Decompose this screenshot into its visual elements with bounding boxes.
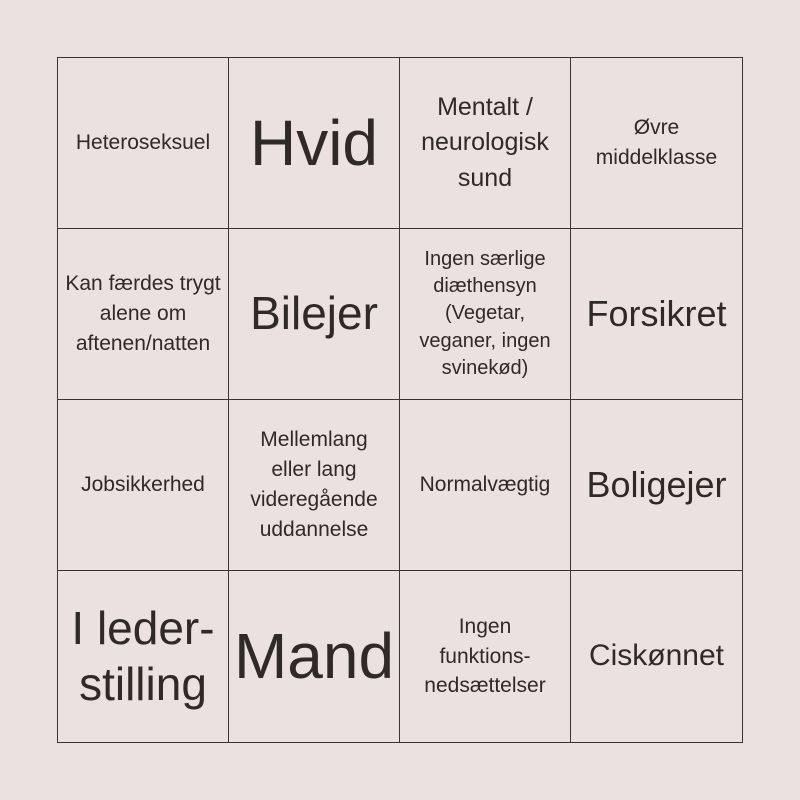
bingo-cell[interactable] — [400, 229, 571, 400]
bingo-cell[interactable] — [400, 58, 571, 229]
bingo-cell[interactable] — [229, 571, 400, 742]
cell-text: Mand — [233, 620, 395, 693]
bingo-cell[interactable] — [400, 400, 571, 571]
cell-text: Heteroseksuel — [75, 131, 211, 155]
cell-text: I leder-stilling — [71, 602, 215, 710]
cell-text: Kan færdes trygt alene om aftenen/natten — [65, 272, 221, 355]
cell-text: Mentalt / neurologisk sund — [421, 92, 549, 192]
cell-text: Hvid — [249, 106, 379, 179]
bingo-cell[interactable] — [58, 58, 229, 229]
bingo-cell[interactable] — [58, 400, 229, 571]
cell-text: Ingen særlige diæthensyn (Vegetar, veganer, ingen svinekød) — [419, 248, 551, 379]
bingo-cell[interactable] — [229, 400, 400, 571]
cell-text: Forsikret — [586, 293, 727, 335]
bingo-cell[interactable] — [229, 58, 400, 229]
bingo-cell[interactable] — [58, 571, 229, 742]
cell-text: Ingen funktions-nedsættelser — [424, 614, 546, 698]
bingo-cell[interactable] — [400, 571, 571, 742]
cell-text: Øvre middelklasse — [595, 116, 718, 169]
cell-text: Boligejer — [586, 464, 727, 506]
bingo-cell[interactable] — [571, 400, 742, 571]
cell-text: Mellemlang eller lang videregående uddannelse — [250, 428, 378, 541]
cell-text: Jobsikkerhed — [81, 473, 205, 497]
cell-text: Normalvægtig — [419, 473, 551, 497]
bingo-board — [57, 57, 743, 743]
bingo-cell[interactable] — [571, 571, 742, 742]
cell-text: Bilejer — [250, 287, 378, 340]
cell-text: Ciskønnet — [588, 639, 725, 673]
bingo-cell[interactable] — [571, 229, 742, 400]
bingo-cell[interactable] — [58, 229, 229, 400]
bingo-cell[interactable] — [229, 229, 400, 400]
bingo-cell[interactable] — [571, 58, 742, 229]
